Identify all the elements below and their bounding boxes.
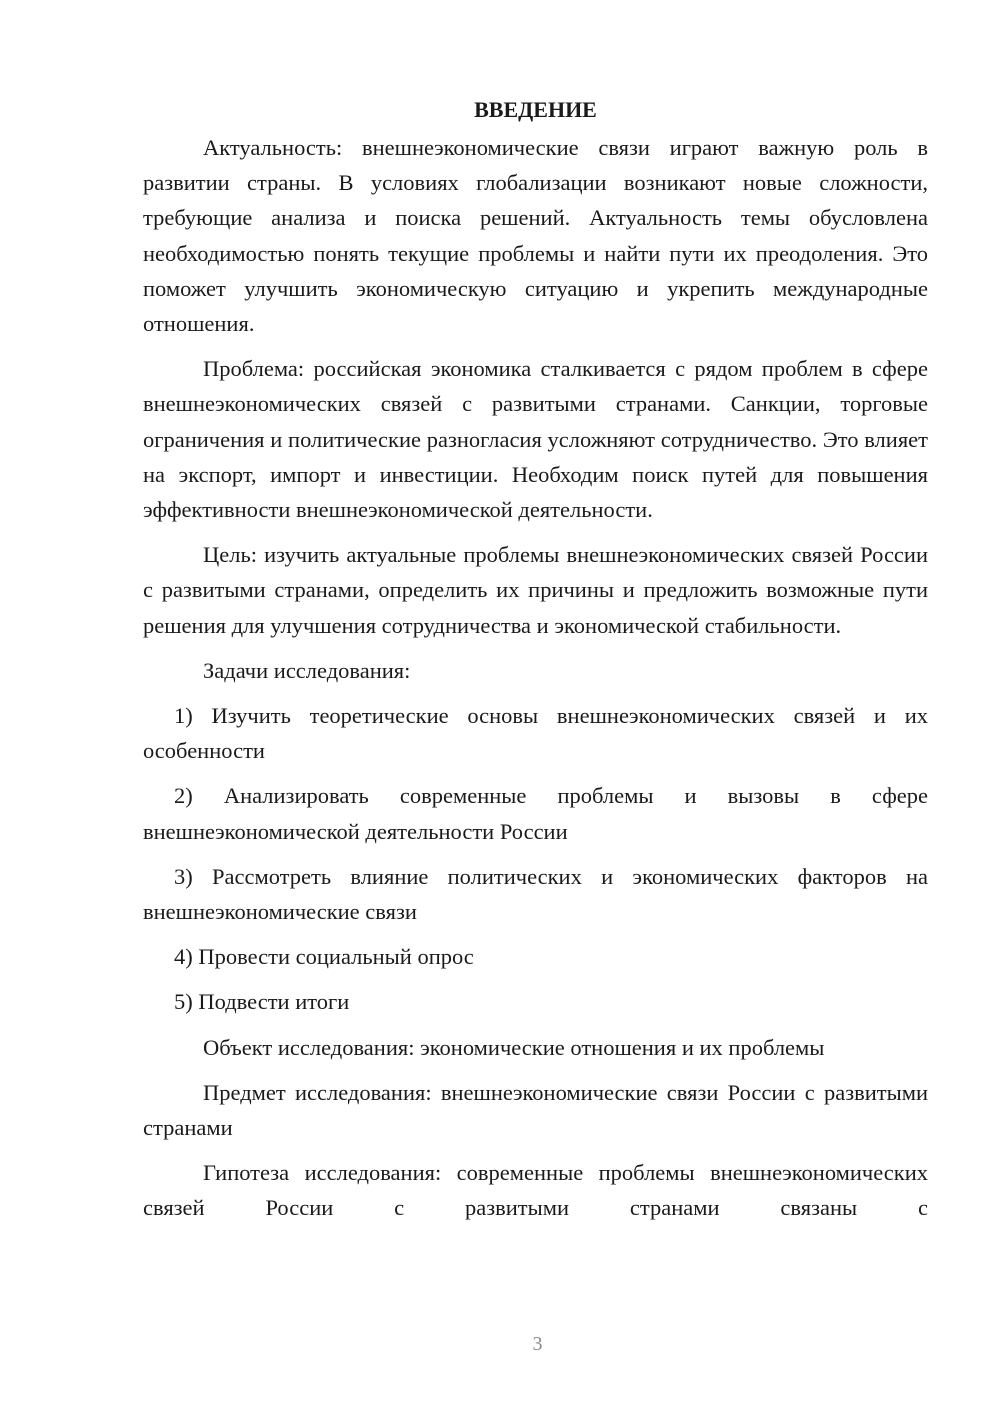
task-item-5: 5) Подвести итоги <box>174 989 350 1015</box>
page-body <box>143 92 928 1226</box>
research-object: Объект исследования: экономические отношения и их проблемы <box>203 1034 825 1060</box>
research-hypothesis: Гипотеза исследования: современные проблемы внешнеэкономических связей России с развитыми странами связаны с <box>143 1160 928 1221</box>
task-item-4: 4) Провести социальный опрос <box>174 944 474 970</box>
tasks-heading: Задачи исследования: <box>203 657 411 683</box>
task-item-2: 2) Анализировать современные проблемы и вызовы в сфере внешнеэкономической деятельности России <box>143 783 928 844</box>
research-subject: Предмет исследования: внешнеэкономические связи России с развитыми странами <box>143 1079 928 1141</box>
relevance-paragraph: Актуальность: внешнеэкономические связи играют важную роль в развитии страны. В условиях глобализации возникают новые сложности, требующие анализа и поиска решений. Актуальность темы обусловлена необходимостью понять текущие проблемы и найти пути их преодоления. Это поможет улучшить экономическую ситуацию и укрепить международные отношения. <box>143 135 928 337</box>
section-heading: ВВЕДЕНИЕ <box>474 97 597 122</box>
problem-paragraph: Проблема: российская экономика сталкивается с рядом проблем в сфере внешнеэкономических связей с развитыми странами. Санкции, торговые ограничения и политические разногласия усложняют сотрудничество. Это влияет на экспорт, импорт и инвестиции. Необходим поиск путей для повышения эффективности внешнеэкономической деятельности. <box>143 356 928 523</box>
goal-paragraph: Цель: изучить актуальные проблемы внешнеэкономических связей России с развитыми странами, определить их причины и предложить возможные пути решения для улучшения сотрудничества и экономической стабильности. <box>143 542 928 638</box>
task-item-1: 1) Изучить теоретические основы внешнеэкономических связей и их особенности <box>143 703 928 764</box>
page-number: 3 <box>532 1333 543 1355</box>
task-item-3: 3) Рассмотреть влияние политических и экономических факторов на внешнеэкономические связи <box>143 863 928 925</box>
